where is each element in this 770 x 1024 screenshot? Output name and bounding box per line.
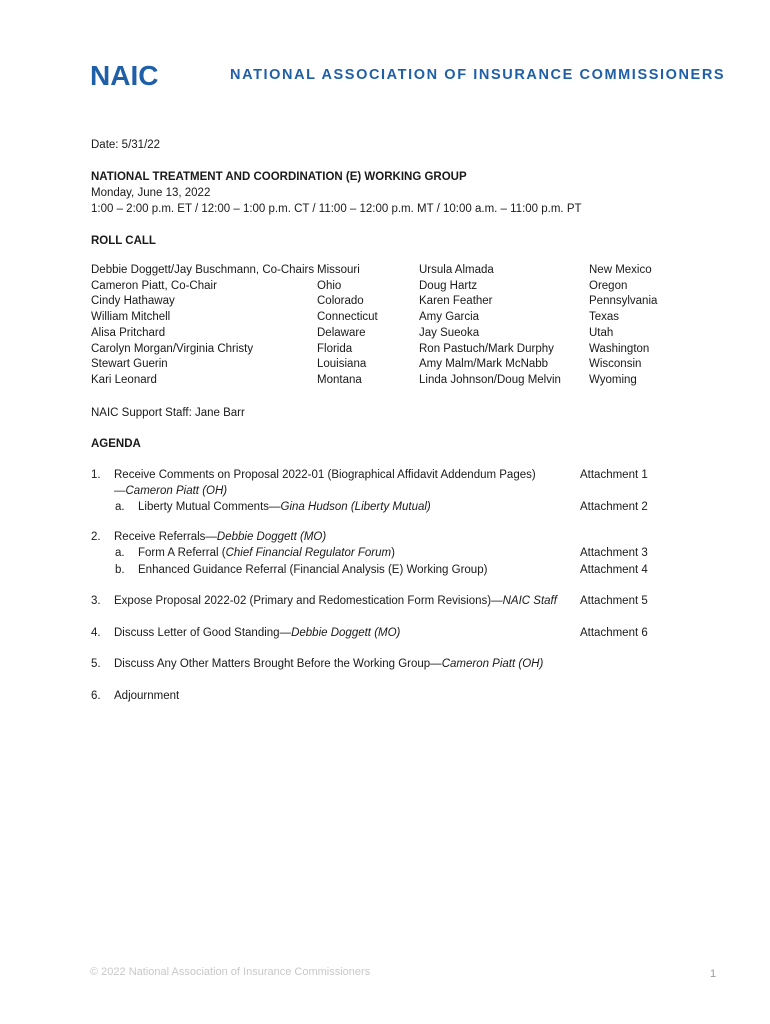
agenda-sub-letter: b. — [115, 564, 125, 576]
roll-call-name: Kari Leonard — [91, 373, 157, 386]
agenda-item-number: 2. — [91, 531, 101, 543]
item-text: Expose Proposal 2022-02 (Primary and Redomestication Form Revisions)— — [114, 595, 503, 607]
roll-call-name: Stewart Guerin — [91, 358, 168, 371]
roll-call-state: Ohio — [317, 279, 342, 292]
agenda-item-presenter: —Cameron Piatt (OH) — [114, 485, 228, 497]
agenda-sub-letter: a. — [115, 547, 125, 559]
roll-call-heading: ROLL CALL — [91, 235, 156, 247]
footer-copyright: © 2022 National Association of Insurance Commissioners — [90, 966, 371, 978]
roll-call-name: Jay Sueoka — [419, 326, 480, 339]
agenda-sub-item — [138, 501, 431, 513]
roll-call-name: William Mitchell — [91, 311, 171, 324]
roll-call-state: Florida — [317, 342, 353, 355]
letterhead — [90, 60, 726, 92]
roll-call-names-col1 — [91, 263, 314, 389]
attachment-label: Attachment 3 — [580, 547, 648, 559]
meeting-title: NATIONAL TREATMENT AND COORDINATION (E) WORKING GROUP — [91, 171, 467, 183]
sub-item-presenter: Gina Hudson (Liberty Mutual) — [280, 501, 431, 513]
roll-call-states-col2 — [589, 263, 657, 389]
meeting-day: Monday, June 13, 2022 — [91, 187, 211, 199]
roll-call-name: Debbie Doggett/Jay Buschmann, Co-Chairs — [91, 264, 315, 276]
roll-call-names-col2 — [419, 263, 561, 389]
item-text: Discuss Letter of Good Standing— — [114, 627, 292, 639]
item-presenter: Debbie Doggett (MO) — [291, 627, 401, 639]
roll-call-state: New Mexico — [589, 264, 652, 276]
item-presenter: Debbie Doggett (MO) — [216, 531, 327, 543]
agenda-sub-item — [138, 547, 395, 559]
roll-call-name: Cameron Piatt, Co-Chair — [91, 279, 217, 292]
item-presenter: NAIC Staff — [502, 595, 557, 607]
roll-call-state: Louisiana — [317, 358, 367, 371]
agenda-heading: AGENDA — [91, 438, 141, 450]
memo-date: Date: 5/31/22 — [91, 139, 161, 151]
roll-call-state: Missouri — [317, 264, 360, 276]
roll-call-state: Washington — [589, 342, 650, 355]
roll-call-state: Delaware — [317, 326, 366, 339]
attachment-label: Attachment 6 — [580, 627, 648, 639]
roll-call-states-col1 — [317, 263, 378, 389]
sub-item-text: Form A Referral ( — [138, 547, 226, 559]
support-staff: NAIC Support Staff: Jane Barr — [91, 407, 245, 419]
roll-call-state: Montana — [317, 373, 362, 386]
agenda-item-text — [114, 658, 543, 670]
agenda-item-text: Adjournment — [114, 690, 180, 702]
organization-name: NATIONAL ASSOCIATION OF INSURANCE COMMISSIONERS — [230, 67, 726, 83]
meeting-times: 1:00 – 2:00 p.m. ET / 12:00 – 1:00 p.m. CT / 11:00 – 12:00 p.m. MT / 10:00 a.m. – 11:00 p.m. PT — [91, 203, 582, 215]
agenda-item-text: Receive Comments on Proposal 2022-01 (Biographical Affidavit Addendum Pages) — [114, 469, 536, 481]
roll-call-state: Wyoming — [589, 373, 637, 386]
item-text: Discuss Any Other Matters Brought Before the Working Group— — [114, 658, 442, 670]
agenda-sub-letter: a. — [115, 501, 125, 513]
attachment-label: Attachment 5 — [580, 595, 648, 607]
roll-call-name: Cindy Hathaway — [91, 295, 175, 308]
naic-logo: NAIC — [90, 60, 159, 91]
agenda-item-text — [114, 627, 400, 639]
roll-call-name: Amy Malm/Mark McNabb — [419, 358, 549, 371]
roll-call-name: Karen Feather — [419, 295, 493, 308]
item-text: Receive Referrals— — [114, 531, 217, 543]
attachment-label: Attachment 4 — [580, 564, 648, 576]
roll-call-state: Texas — [589, 311, 620, 324]
roll-call-name: Linda Johnson/Doug Melvin — [419, 373, 561, 386]
roll-call-state: Wisconsin — [589, 358, 642, 371]
item-presenter: Cameron Piatt (OH) — [441, 658, 544, 670]
agenda-item-number: 6. — [91, 690, 101, 702]
sub-item-text: Liberty Mutual Comments— — [138, 501, 281, 513]
agenda-item-number: 4. — [91, 627, 101, 639]
roll-call-state: Pennsylvania — [589, 295, 658, 308]
roll-call-name: Ron Pastuch/Mark Durphy — [419, 342, 554, 355]
roll-call-name: Amy Garcia — [419, 311, 480, 324]
sub-item-italic: Chief Financial Regulator Forum — [225, 547, 392, 559]
agenda-item-text — [114, 531, 326, 543]
roll-call-state: Utah — [589, 326, 614, 339]
agenda-item-number: 5. — [91, 658, 101, 670]
agenda-sub-item: Enhanced Guidance Referral (Financial Analysis (E) Working Group) — [138, 564, 488, 576]
roll-call-name: Alisa Pritchard — [91, 326, 166, 339]
roll-call-state: Colorado — [317, 295, 364, 308]
attachment-label: Attachment 2 — [580, 501, 648, 513]
attachment-label: Attachment 1 — [580, 469, 648, 481]
agenda-item-number: 3. — [91, 595, 101, 607]
roll-call-name: Carolyn Morgan/Virginia Christy — [91, 342, 254, 355]
roll-call-name: Doug Hartz — [419, 279, 478, 292]
sub-item-text: ) — [391, 547, 395, 559]
agenda-item-text — [114, 595, 557, 607]
roll-call-state: Oregon — [589, 279, 628, 292]
roll-call-state: Connecticut — [317, 311, 378, 324]
roll-call-name: Ursula Almada — [419, 264, 494, 276]
agenda-item-number: 1. — [91, 469, 101, 481]
page-number: 1 — [710, 968, 717, 980]
